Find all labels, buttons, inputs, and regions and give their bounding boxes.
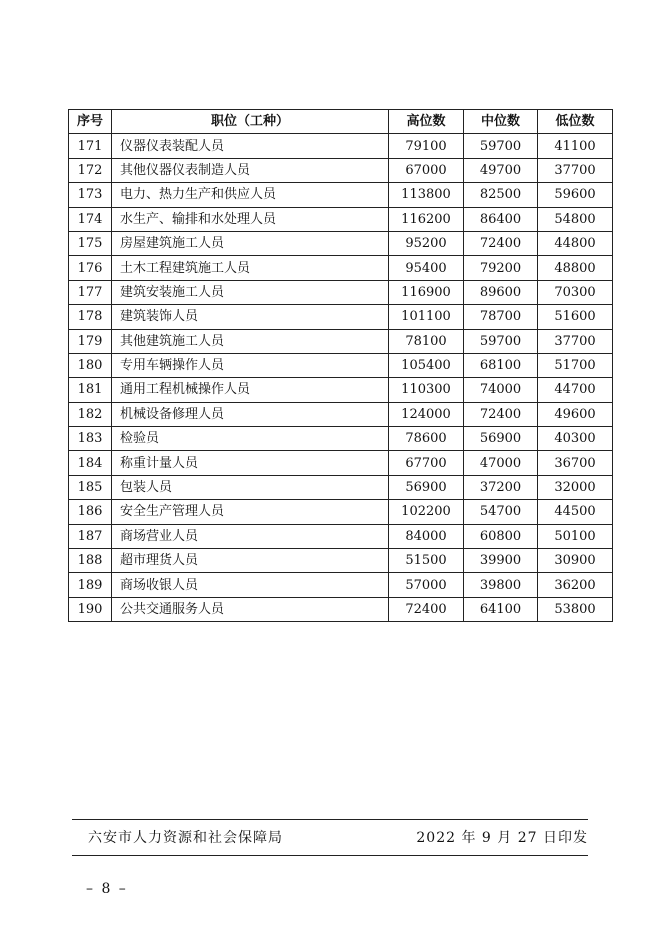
cell-position: 安全生产管理人员 <box>112 500 389 524</box>
cell-no: 179 <box>69 329 112 353</box>
cell-high: 78600 <box>389 427 464 451</box>
cell-low: 44800 <box>538 231 613 255</box>
cell-mid: 56900 <box>464 427 538 451</box>
cell-mid: 64100 <box>464 597 538 621</box>
cell-high: 116200 <box>389 207 464 231</box>
cell-high: 67700 <box>389 451 464 475</box>
header-no: 序号 <box>69 110 112 134</box>
cell-low: 48800 <box>538 256 613 280</box>
cell-high: 95200 <box>389 231 464 255</box>
cell-low: 59600 <box>538 183 613 207</box>
table-row <box>69 231 613 255</box>
cell-low: 36700 <box>538 451 613 475</box>
cell-mid: 68100 <box>464 353 538 377</box>
cell-low: 70300 <box>538 280 613 304</box>
table-header-row <box>69 110 613 134</box>
cell-low: 30900 <box>538 549 613 573</box>
table-row <box>69 427 613 451</box>
cell-mid: 79200 <box>464 256 538 280</box>
cell-no: 180 <box>69 353 112 377</box>
cell-mid: 60800 <box>464 524 538 548</box>
footer-rule-bottom <box>72 855 588 856</box>
cell-mid: 86400 <box>464 207 538 231</box>
cell-position: 房屋建筑施工人员 <box>112 231 389 255</box>
table-row <box>69 353 613 377</box>
cell-position: 超市理货人员 <box>112 549 389 573</box>
table-row <box>69 305 613 329</box>
cell-position: 水生产、输排和水处理人员 <box>112 207 389 231</box>
table-row <box>69 500 613 524</box>
wage-table <box>68 109 613 622</box>
cell-position: 其他仪器仪表制造人员 <box>112 158 389 182</box>
table-row <box>69 475 613 499</box>
table-row <box>69 134 613 158</box>
cell-position: 称重计量人员 <box>112 451 389 475</box>
cell-mid: 72400 <box>464 402 538 426</box>
cell-high: 56900 <box>389 475 464 499</box>
cell-no: 183 <box>69 427 112 451</box>
table-row <box>69 158 613 182</box>
cell-position: 土木工程建筑施工人员 <box>112 256 389 280</box>
cell-high: 84000 <box>389 524 464 548</box>
cell-position: 包装人员 <box>112 475 389 499</box>
footer-rule-top <box>72 819 588 820</box>
cell-high: 72400 <box>389 597 464 621</box>
cell-high: 78100 <box>389 329 464 353</box>
cell-no: 177 <box>69 280 112 304</box>
issue-date: 2022 年 9 月 27 日印发 <box>416 830 588 846</box>
cell-no: 175 <box>69 231 112 255</box>
cell-position: 建筑安装施工人员 <box>112 280 389 304</box>
cell-mid: 72400 <box>464 231 538 255</box>
cell-low: 50100 <box>538 524 613 548</box>
cell-mid: 74000 <box>464 378 538 402</box>
table-row <box>69 280 613 304</box>
cell-position: 机械设备修理人员 <box>112 402 389 426</box>
table-row <box>69 207 613 231</box>
cell-mid: 59700 <box>464 134 538 158</box>
cell-position: 商场收银人员 <box>112 573 389 597</box>
cell-position: 建筑装饰人员 <box>112 305 389 329</box>
cell-high: 124000 <box>389 402 464 426</box>
cell-low: 32000 <box>538 475 613 499</box>
cell-position: 仪器仪表装配人员 <box>112 134 389 158</box>
cell-low: 44700 <box>538 378 613 402</box>
cell-mid: 59700 <box>464 329 538 353</box>
cell-no: 176 <box>69 256 112 280</box>
cell-high: 79100 <box>389 134 464 158</box>
issuer-name: 六安市人力资源和社会保障局 <box>88 830 283 846</box>
cell-high: 102200 <box>389 500 464 524</box>
cell-position: 公共交通服务人员 <box>112 597 389 621</box>
cell-high: 101100 <box>389 305 464 329</box>
cell-no: 186 <box>69 500 112 524</box>
cell-low: 40300 <box>538 427 613 451</box>
cell-high: 57000 <box>389 573 464 597</box>
cell-low: 51700 <box>538 353 613 377</box>
cell-high: 113800 <box>389 183 464 207</box>
cell-no: 190 <box>69 597 112 621</box>
table-row <box>69 549 613 573</box>
cell-low: 53800 <box>538 597 613 621</box>
table-row <box>69 183 613 207</box>
page-number: – 8 – <box>86 881 128 897</box>
cell-position: 其他建筑施工人员 <box>112 329 389 353</box>
table-row <box>69 402 613 426</box>
header-mid: 中位数 <box>464 110 538 134</box>
cell-mid: 78700 <box>464 305 538 329</box>
cell-mid: 37200 <box>464 475 538 499</box>
cell-high: 105400 <box>389 353 464 377</box>
cell-low: 51600 <box>538 305 613 329</box>
cell-position: 通用工程机械操作人员 <box>112 378 389 402</box>
header-position: 职位（工种） <box>112 110 389 134</box>
cell-high: 95400 <box>389 256 464 280</box>
cell-low: 36200 <box>538 573 613 597</box>
cell-high: 51500 <box>389 549 464 573</box>
cell-no: 181 <box>69 378 112 402</box>
cell-mid: 82500 <box>464 183 538 207</box>
cell-mid: 49700 <box>464 158 538 182</box>
cell-no: 189 <box>69 573 112 597</box>
table-body <box>69 134 613 622</box>
cell-no: 174 <box>69 207 112 231</box>
table-row <box>69 256 613 280</box>
cell-low: 44500 <box>538 500 613 524</box>
cell-no: 188 <box>69 549 112 573</box>
cell-mid: 54700 <box>464 500 538 524</box>
cell-low: 49600 <box>538 402 613 426</box>
cell-mid: 47000 <box>464 451 538 475</box>
cell-position: 检验员 <box>112 427 389 451</box>
cell-mid: 89600 <box>464 280 538 304</box>
cell-high: 110300 <box>389 378 464 402</box>
cell-no: 171 <box>69 134 112 158</box>
table-row <box>69 524 613 548</box>
table-row <box>69 573 613 597</box>
cell-low: 37700 <box>538 158 613 182</box>
cell-high: 67000 <box>389 158 464 182</box>
cell-position: 电力、热力生产和供应人员 <box>112 183 389 207</box>
table-row <box>69 329 613 353</box>
cell-no: 187 <box>69 524 112 548</box>
cell-position: 专用车辆操作人员 <box>112 353 389 377</box>
cell-position: 商场营业人员 <box>112 524 389 548</box>
cell-no: 178 <box>69 305 112 329</box>
cell-no: 182 <box>69 402 112 426</box>
cell-no: 185 <box>69 475 112 499</box>
cell-mid: 39800 <box>464 573 538 597</box>
table-row <box>69 597 613 621</box>
cell-high: 116900 <box>389 280 464 304</box>
cell-mid: 39900 <box>464 549 538 573</box>
cell-low: 41100 <box>538 134 613 158</box>
cell-no: 184 <box>69 451 112 475</box>
cell-no: 172 <box>69 158 112 182</box>
header-low: 低位数 <box>538 110 613 134</box>
table-row <box>69 378 613 402</box>
cell-low: 54800 <box>538 207 613 231</box>
cell-low: 37700 <box>538 329 613 353</box>
table-row <box>69 451 613 475</box>
header-high: 高位数 <box>389 110 464 134</box>
cell-no: 173 <box>69 183 112 207</box>
